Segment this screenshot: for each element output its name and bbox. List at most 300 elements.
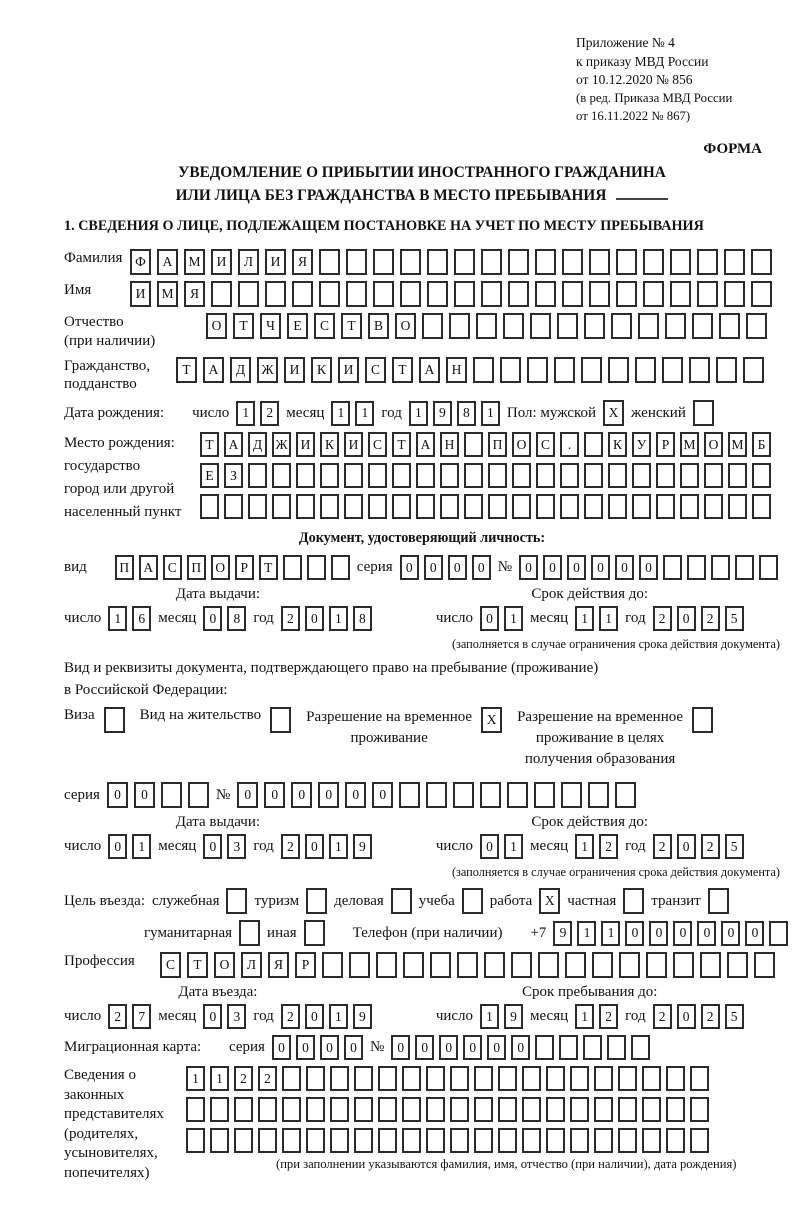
char-cell[interactable] <box>450 1128 469 1153</box>
char-cell[interactable] <box>426 1066 445 1091</box>
char-cell[interactable] <box>344 494 363 519</box>
char-cell[interactable]: 6 <box>132 606 151 631</box>
char-cell[interactable] <box>349 952 370 978</box>
char-cell[interactable] <box>769 921 788 946</box>
char-cell[interactable] <box>354 1128 373 1153</box>
char-cell[interactable]: 0 <box>543 555 562 580</box>
char-cell[interactable] <box>646 952 667 978</box>
char-cell[interactable] <box>331 555 350 580</box>
purpose-tourism-checkbox[interactable] <box>306 888 327 914</box>
char-cell[interactable]: Я <box>292 249 313 275</box>
char-cell[interactable] <box>522 1097 541 1122</box>
residence-permit-checkbox[interactable] <box>270 707 291 733</box>
char-cell[interactable]: Р <box>295 952 316 978</box>
purpose-other-checkbox[interactable] <box>304 920 325 946</box>
char-cell[interactable] <box>319 249 340 275</box>
char-cell[interactable] <box>692 707 713 733</box>
char-cell[interactable]: Т <box>176 357 197 383</box>
char-cell[interactable]: 1 <box>575 834 594 859</box>
char-cell[interactable]: 2 <box>653 1004 672 1029</box>
char-cell[interactable] <box>304 920 325 946</box>
char-cell[interactable] <box>570 1097 589 1122</box>
char-cell[interactable] <box>427 249 448 275</box>
char-cell[interactable]: М <box>184 249 205 275</box>
char-cell[interactable] <box>449 313 470 339</box>
char-cell[interactable]: О <box>206 313 227 339</box>
char-cell[interactable]: 0 <box>291 782 312 808</box>
char-cell[interactable]: 2 <box>108 1004 127 1029</box>
char-cell[interactable]: 0 <box>134 782 155 808</box>
char-cell[interactable]: 0 <box>107 782 128 808</box>
char-cell[interactable] <box>322 952 343 978</box>
char-cell[interactable] <box>538 952 559 978</box>
char-cell[interactable] <box>464 494 483 519</box>
char-cell[interactable] <box>728 463 747 488</box>
char-cell[interactable] <box>426 1097 445 1122</box>
char-cell[interactable]: П <box>115 555 134 580</box>
char-cell[interactable] <box>512 494 531 519</box>
char-cell[interactable]: Б <box>752 432 771 457</box>
char-cell[interactable]: У <box>632 432 651 457</box>
char-cell[interactable]: 0 <box>305 606 324 631</box>
char-cell[interactable] <box>422 313 443 339</box>
char-cell[interactable] <box>454 281 475 307</box>
char-cell[interactable]: 8 <box>227 606 246 631</box>
char-cell[interactable]: С <box>163 555 182 580</box>
char-cell[interactable] <box>306 888 327 914</box>
char-cell[interactable] <box>618 1097 637 1122</box>
char-cell[interactable]: 1 <box>186 1066 205 1091</box>
char-cell[interactable]: 0 <box>480 834 499 859</box>
char-cell[interactable] <box>704 463 723 488</box>
char-cell[interactable]: 0 <box>677 834 696 859</box>
char-cell[interactable] <box>283 555 302 580</box>
char-cell[interactable] <box>534 782 555 808</box>
char-cell[interactable]: 1 <box>236 401 255 426</box>
char-cell[interactable]: 2 <box>258 1066 277 1091</box>
char-cell[interactable]: 1 <box>132 834 151 859</box>
char-cell[interactable] <box>392 494 411 519</box>
char-cell[interactable] <box>400 281 421 307</box>
char-cell[interactable]: 1 <box>577 921 596 946</box>
char-cell[interactable] <box>234 1097 253 1122</box>
char-cell[interactable]: А <box>416 432 435 457</box>
char-cell[interactable]: 0 <box>677 606 696 631</box>
char-cell[interactable] <box>400 249 421 275</box>
purpose-work-checkbox[interactable] <box>539 888 560 914</box>
char-cell[interactable]: Т <box>341 313 362 339</box>
char-cell[interactable] <box>211 281 232 307</box>
char-cell[interactable]: 0 <box>237 782 258 808</box>
char-cell[interactable] <box>751 249 772 275</box>
char-cell[interactable] <box>581 357 602 383</box>
char-cell[interactable]: 2 <box>701 606 720 631</box>
char-cell[interactable]: 7 <box>132 1004 151 1029</box>
char-cell[interactable] <box>392 463 411 488</box>
char-cell[interactable] <box>589 281 610 307</box>
char-cell[interactable] <box>530 313 551 339</box>
edu-residence-checkbox[interactable] <box>692 707 713 733</box>
char-cell[interactable] <box>687 555 706 580</box>
char-cell[interactable] <box>592 952 613 978</box>
char-cell[interactable]: С <box>314 313 335 339</box>
char-cell[interactable]: 0 <box>511 1035 530 1060</box>
char-cell[interactable] <box>480 782 501 808</box>
char-cell[interactable]: В <box>368 313 389 339</box>
char-cell[interactable] <box>663 555 682 580</box>
char-cell[interactable]: Я <box>184 281 205 307</box>
char-cell[interactable]: 9 <box>433 401 452 426</box>
char-cell[interactable]: 9 <box>353 1004 372 1029</box>
char-cell[interactable]: 1 <box>355 401 374 426</box>
char-cell[interactable] <box>666 1128 685 1153</box>
char-cell[interactable] <box>635 357 656 383</box>
char-cell[interactable] <box>632 494 651 519</box>
char-cell[interactable]: 1 <box>329 1004 348 1029</box>
char-cell[interactable] <box>589 249 610 275</box>
char-cell[interactable] <box>584 463 603 488</box>
char-cell[interactable] <box>426 1128 445 1153</box>
char-cell[interactable] <box>594 1128 613 1153</box>
char-cell[interactable]: 0 <box>372 782 393 808</box>
char-cell[interactable]: 0 <box>344 1035 363 1060</box>
char-cell[interactable] <box>554 357 575 383</box>
char-cell[interactable]: И <box>211 249 232 275</box>
char-cell[interactable] <box>631 1035 650 1060</box>
char-cell[interactable]: З <box>224 463 243 488</box>
char-cell[interactable]: 2 <box>281 1004 300 1029</box>
char-cell[interactable] <box>616 281 637 307</box>
char-cell[interactable] <box>689 357 710 383</box>
char-cell[interactable] <box>346 281 367 307</box>
char-cell[interactable]: Т <box>392 432 411 457</box>
char-cell[interactable]: И <box>344 432 363 457</box>
char-cell[interactable] <box>562 281 583 307</box>
female-checkbox[interactable] <box>693 400 714 426</box>
char-cell[interactable] <box>508 281 529 307</box>
char-cell[interactable]: Л <box>238 249 259 275</box>
char-cell[interactable]: 2 <box>701 834 720 859</box>
char-cell[interactable]: 0 <box>487 1035 506 1060</box>
char-cell[interactable]: 0 <box>203 1004 222 1029</box>
char-cell[interactable] <box>536 463 555 488</box>
char-cell[interactable] <box>426 782 447 808</box>
char-cell[interactable] <box>561 782 582 808</box>
char-cell[interactable]: 0 <box>305 834 324 859</box>
char-cell[interactable] <box>656 463 675 488</box>
char-cell[interactable] <box>272 463 291 488</box>
char-cell[interactable]: 2 <box>701 1004 720 1029</box>
char-cell[interactable] <box>746 313 767 339</box>
char-cell[interactable] <box>484 952 505 978</box>
char-cell[interactable] <box>320 463 339 488</box>
char-cell[interactable] <box>368 494 387 519</box>
char-cell[interactable] <box>488 463 507 488</box>
char-cell[interactable]: 0 <box>264 782 285 808</box>
char-cell[interactable]: 2 <box>653 834 672 859</box>
char-cell[interactable] <box>642 1066 661 1091</box>
char-cell[interactable]: О <box>704 432 723 457</box>
char-cell[interactable] <box>402 1097 421 1122</box>
char-cell[interactable] <box>759 555 778 580</box>
char-cell[interactable]: 2 <box>599 1004 618 1029</box>
char-cell[interactable] <box>330 1128 349 1153</box>
char-cell[interactable]: 0 <box>108 834 127 859</box>
char-cell[interactable] <box>724 249 745 275</box>
char-cell[interactable]: 5 <box>725 1004 744 1029</box>
char-cell[interactable]: 0 <box>320 1035 339 1060</box>
char-cell[interactable]: И <box>296 432 315 457</box>
char-cell[interactable] <box>330 1097 349 1122</box>
char-cell[interactable]: Т <box>187 952 208 978</box>
char-cell[interactable] <box>210 1128 229 1153</box>
char-cell[interactable]: 0 <box>649 921 668 946</box>
char-cell[interactable] <box>708 888 729 914</box>
char-cell[interactable]: 1 <box>331 401 350 426</box>
char-cell[interactable] <box>690 1066 709 1091</box>
char-cell[interactable] <box>666 1066 685 1091</box>
char-cell[interactable]: Я <box>268 952 289 978</box>
char-cell[interactable]: К <box>320 432 339 457</box>
char-cell[interactable] <box>488 494 507 519</box>
char-cell[interactable] <box>440 494 459 519</box>
char-cell[interactable] <box>673 952 694 978</box>
char-cell[interactable] <box>656 494 675 519</box>
char-cell[interactable]: А <box>203 357 224 383</box>
char-cell[interactable] <box>727 952 748 978</box>
char-cell[interactable]: О <box>512 432 531 457</box>
char-cell[interactable]: 0 <box>463 1035 482 1060</box>
char-cell[interactable] <box>306 1066 325 1091</box>
char-cell[interactable]: 0 <box>625 921 644 946</box>
char-cell[interactable] <box>616 249 637 275</box>
char-cell[interactable] <box>258 1097 277 1122</box>
char-cell[interactable] <box>462 888 483 914</box>
char-cell[interactable]: 0 <box>567 555 586 580</box>
char-cell[interactable] <box>265 281 286 307</box>
visa-checkbox[interactable] <box>104 707 125 733</box>
char-cell[interactable] <box>507 782 528 808</box>
char-cell[interactable] <box>642 1128 661 1153</box>
char-cell[interactable] <box>752 463 771 488</box>
char-cell[interactable] <box>584 494 603 519</box>
purpose-study-checkbox[interactable] <box>462 888 483 914</box>
char-cell[interactable]: С <box>160 952 181 978</box>
char-cell[interactable] <box>535 1035 554 1060</box>
char-cell[interactable] <box>474 1097 493 1122</box>
char-cell[interactable] <box>238 281 259 307</box>
char-cell[interactable] <box>296 494 315 519</box>
char-cell[interactable] <box>690 1128 709 1153</box>
char-cell[interactable]: 1 <box>108 606 127 631</box>
char-cell[interactable] <box>752 494 771 519</box>
char-cell[interactable] <box>270 707 291 733</box>
char-cell[interactable] <box>464 463 483 488</box>
char-cell[interactable] <box>557 313 578 339</box>
char-cell[interactable] <box>680 463 699 488</box>
char-cell[interactable]: А <box>224 432 243 457</box>
char-cell[interactable] <box>665 313 686 339</box>
char-cell[interactable] <box>522 1128 541 1153</box>
char-cell[interactable]: К <box>608 432 627 457</box>
char-cell[interactable] <box>498 1097 517 1122</box>
char-cell[interactable] <box>559 1035 578 1060</box>
char-cell[interactable] <box>226 888 247 914</box>
char-cell[interactable]: 0 <box>296 1035 315 1060</box>
char-cell[interactable]: Л <box>241 952 262 978</box>
char-cell[interactable]: С <box>368 432 387 457</box>
char-cell[interactable] <box>716 357 737 383</box>
char-cell[interactable]: 0 <box>472 555 491 580</box>
char-cell[interactable] <box>500 357 521 383</box>
char-cell[interactable]: X <box>481 707 502 733</box>
char-cell[interactable] <box>248 463 267 488</box>
char-cell[interactable] <box>210 1097 229 1122</box>
char-cell[interactable] <box>234 1128 253 1153</box>
char-cell[interactable]: 1 <box>409 401 428 426</box>
char-cell[interactable] <box>282 1128 301 1153</box>
char-cell[interactable]: 1 <box>329 606 348 631</box>
char-cell[interactable] <box>272 494 291 519</box>
char-cell[interactable]: О <box>214 952 235 978</box>
char-cell[interactable] <box>498 1128 517 1153</box>
char-cell[interactable]: 8 <box>353 606 372 631</box>
char-cell[interactable] <box>481 281 502 307</box>
char-cell[interactable] <box>560 463 579 488</box>
char-cell[interactable]: 1 <box>601 921 620 946</box>
char-cell[interactable]: Р <box>656 432 675 457</box>
char-cell[interactable]: 2 <box>599 834 618 859</box>
char-cell[interactable]: Е <box>200 463 219 488</box>
char-cell[interactable]: Т <box>200 432 219 457</box>
char-cell[interactable] <box>464 432 483 457</box>
char-cell[interactable] <box>608 494 627 519</box>
char-cell[interactable] <box>607 1035 626 1060</box>
char-cell[interactable]: X <box>603 400 624 426</box>
char-cell[interactable]: 5 <box>725 834 744 859</box>
char-cell[interactable] <box>344 463 363 488</box>
char-cell[interactable] <box>711 555 730 580</box>
char-cell[interactable] <box>248 494 267 519</box>
char-cell[interactable] <box>378 1097 397 1122</box>
char-cell[interactable]: Е <box>287 313 308 339</box>
char-cell[interactable]: 0 <box>480 606 499 631</box>
char-cell[interactable]: Р <box>235 555 254 580</box>
char-cell[interactable]: Ч <box>260 313 281 339</box>
char-cell[interactable] <box>692 313 713 339</box>
char-cell[interactable] <box>330 1066 349 1091</box>
char-cell[interactable]: 0 <box>345 782 366 808</box>
char-cell[interactable] <box>618 1128 637 1153</box>
char-cell[interactable]: 2 <box>281 834 300 859</box>
char-cell[interactable] <box>296 463 315 488</box>
char-cell[interactable] <box>306 1128 325 1153</box>
char-cell[interactable] <box>754 952 775 978</box>
char-cell[interactable] <box>373 281 394 307</box>
temp-residence-checkbox[interactable] <box>481 707 502 733</box>
char-cell[interactable] <box>565 952 586 978</box>
char-cell[interactable] <box>570 1066 589 1091</box>
char-cell[interactable] <box>594 1066 613 1091</box>
char-cell[interactable] <box>690 1097 709 1122</box>
char-cell[interactable]: . <box>560 432 579 457</box>
char-cell[interactable] <box>619 952 640 978</box>
char-cell[interactable]: 1 <box>504 834 523 859</box>
char-cell[interactable]: 0 <box>519 555 538 580</box>
char-cell[interactable]: М <box>157 281 178 307</box>
char-cell[interactable]: Д <box>248 432 267 457</box>
char-cell[interactable] <box>292 281 313 307</box>
char-cell[interactable] <box>680 494 699 519</box>
char-cell[interactable]: И <box>130 281 151 307</box>
char-cell[interactable] <box>560 494 579 519</box>
char-cell[interactable] <box>474 1066 493 1091</box>
char-cell[interactable]: М <box>680 432 699 457</box>
char-cell[interactable] <box>354 1066 373 1091</box>
char-cell[interactable] <box>378 1066 397 1091</box>
char-cell[interactable]: 0 <box>415 1035 434 1060</box>
char-cell[interactable] <box>403 952 424 978</box>
char-cell[interactable] <box>282 1066 301 1091</box>
char-cell[interactable]: 5 <box>725 606 744 631</box>
char-cell[interactable] <box>615 782 636 808</box>
char-cell[interactable] <box>427 281 448 307</box>
char-cell[interactable] <box>306 1097 325 1122</box>
char-cell[interactable]: Ж <box>272 432 291 457</box>
purpose-business-checkbox[interactable] <box>391 888 412 914</box>
char-cell[interactable] <box>584 313 605 339</box>
char-cell[interactable]: О <box>395 313 416 339</box>
char-cell[interactable]: 1 <box>481 401 500 426</box>
char-cell[interactable] <box>224 494 243 519</box>
char-cell[interactable] <box>457 952 478 978</box>
char-cell[interactable]: Н <box>446 357 467 383</box>
char-cell[interactable]: А <box>157 249 178 275</box>
char-cell[interactable] <box>535 281 556 307</box>
char-cell[interactable] <box>670 249 691 275</box>
char-cell[interactable] <box>508 249 529 275</box>
char-cell[interactable] <box>584 432 603 457</box>
char-cell[interactable]: 0 <box>424 555 443 580</box>
char-cell[interactable]: 0 <box>615 555 634 580</box>
char-cell[interactable] <box>416 494 435 519</box>
char-cell[interactable]: 1 <box>329 834 348 859</box>
char-cell[interactable] <box>373 249 394 275</box>
char-cell[interactable]: И <box>284 357 305 383</box>
char-cell[interactable]: 9 <box>504 1004 523 1029</box>
char-cell[interactable]: Д <box>230 357 251 383</box>
char-cell[interactable] <box>512 463 531 488</box>
char-cell[interactable] <box>611 313 632 339</box>
char-cell[interactable]: 0 <box>318 782 339 808</box>
char-cell[interactable] <box>186 1128 205 1153</box>
char-cell[interactable]: 2 <box>234 1066 253 1091</box>
char-cell[interactable] <box>474 1128 493 1153</box>
char-cell[interactable] <box>498 1066 517 1091</box>
char-cell[interactable] <box>632 463 651 488</box>
char-cell[interactable]: 1 <box>210 1066 229 1091</box>
char-cell[interactable] <box>282 1097 301 1122</box>
char-cell[interactable]: 0 <box>639 555 658 580</box>
char-cell[interactable] <box>368 463 387 488</box>
char-cell[interactable] <box>188 782 209 808</box>
char-cell[interactable]: 0 <box>272 1035 291 1060</box>
char-cell[interactable]: Ж <box>257 357 278 383</box>
char-cell[interactable] <box>562 249 583 275</box>
char-cell[interactable]: 3 <box>227 1004 246 1029</box>
char-cell[interactable] <box>346 249 367 275</box>
char-cell[interactable] <box>608 357 629 383</box>
